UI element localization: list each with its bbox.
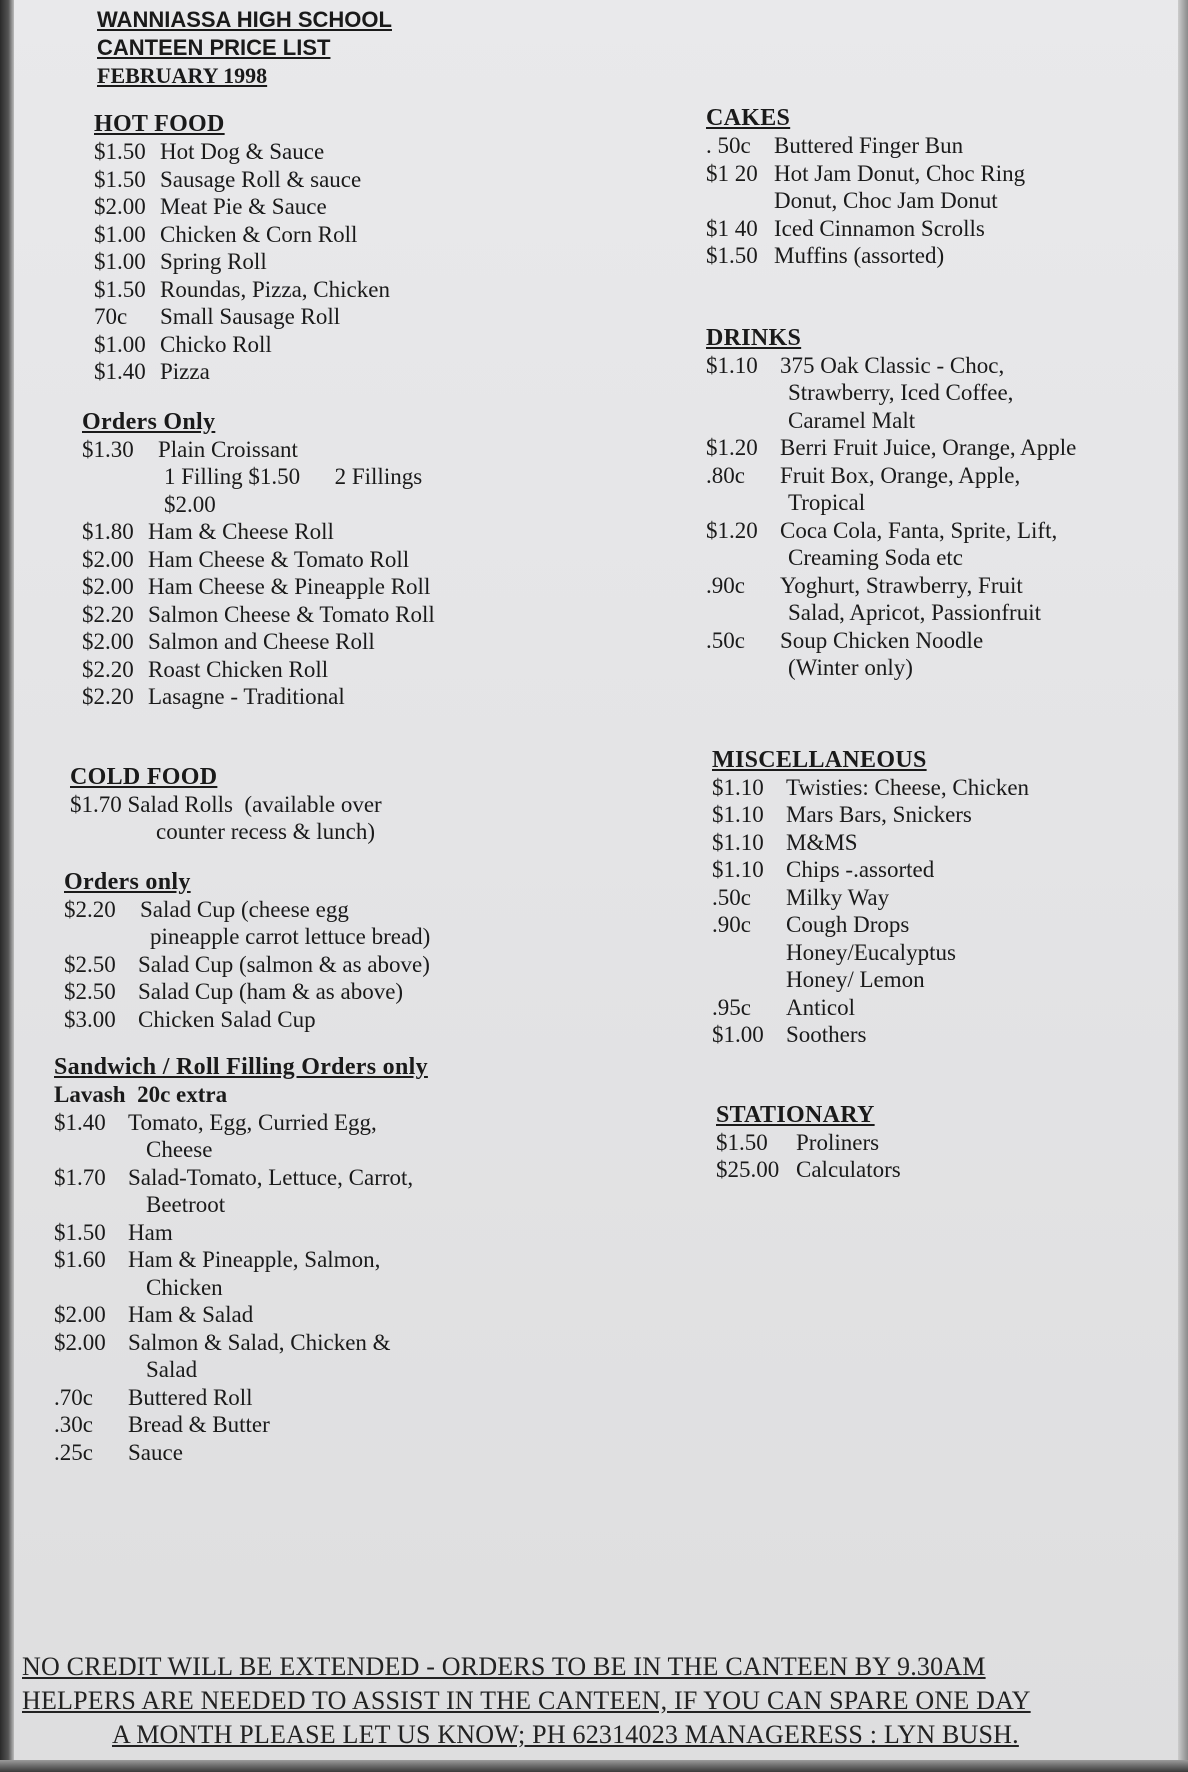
- item-name: Creaming Soda etc: [788, 545, 964, 570]
- item-price: $3.00: [64, 1006, 116, 1032]
- item-price: $2.00: [82, 546, 134, 572]
- item-price: .25c: [54, 1439, 93, 1465]
- menu-item: [706, 434, 1146, 462]
- item-name: Salad Cup (ham & as above): [138, 979, 404, 1004]
- orders-only-hot-section: [44, 408, 544, 711]
- menu-item: [706, 215, 1146, 243]
- menu-item: [82, 573, 544, 601]
- item-name: Ham Cheese & Tomato Roll: [148, 546, 410, 572]
- item-name: Calculators: [796, 1157, 901, 1182]
- footer-line: HELPERS ARE NEEDED TO ASSIST IN THE CANTEEN, IF YOU CAN SPARE ONE DAY: [22, 1686, 1031, 1715]
- menu-item: [712, 884, 1146, 912]
- item-name: Honey/ Lemon: [786, 967, 925, 992]
- lavash-note: Lavash 20c extra: [54, 1082, 228, 1107]
- list-date: FEBRUARY 1998: [97, 63, 268, 88]
- item-name: Mars Bars, Snickers: [786, 802, 972, 827]
- item-price: .30c: [54, 1412, 93, 1437]
- item-continuation: pineapple carrot lettuce bread): [150, 924, 431, 949]
- item-name: Hot Dog & Sauce: [160, 139, 325, 164]
- photo-edge-bottom: [0, 1760, 1188, 1772]
- cold-food-line: $1.70 Salad Rolls (available over: [70, 791, 382, 817]
- menu-item: [54, 1301, 544, 1329]
- item-price: $2.20: [82, 656, 134, 682]
- menu-item: [712, 774, 1146, 802]
- item-price: $2.50: [64, 979, 116, 1004]
- menu-item: [94, 303, 544, 331]
- item-continuation: Salad: [146, 1357, 198, 1382]
- item-price: $1.10: [712, 857, 764, 882]
- menu-item: [64, 896, 544, 924]
- fillings-line: 1 Filling $1.50 2 Fillings: [164, 464, 423, 489]
- menu-item: [54, 1164, 544, 1192]
- right-column: [706, 104, 1146, 1184]
- item-name: Soothers: [786, 1022, 867, 1047]
- item-name: Chicko Roll: [160, 331, 272, 357]
- hot-food-section: [44, 110, 544, 386]
- item-price: $1.10: [706, 352, 758, 378]
- item-name: M&MS: [786, 829, 858, 855]
- item-price: [706, 407, 780, 435]
- item-price: $2.00: [82, 629, 134, 654]
- item-name: Plain Croissant: [158, 436, 298, 462]
- left-column: [44, 110, 544, 1466]
- cakes-section: [706, 104, 1146, 270]
- cold-food-title: COLD FOOD: [70, 763, 218, 790]
- menu-item: [706, 132, 1146, 160]
- menu-item: [54, 1384, 544, 1412]
- item-price: 70c: [94, 304, 128, 329]
- item-price: $1.30: [82, 436, 134, 462]
- orders-only-cold-title: Orders only: [64, 868, 191, 895]
- cakes-title: CAKES: [706, 105, 791, 131]
- item-price: $1.50: [716, 1129, 768, 1155]
- item-name: Honey/Eucalyptus: [786, 939, 956, 965]
- item-price: [712, 966, 786, 994]
- item-name: Coca Cola, Fanta, Sprite, Lift,: [780, 517, 1058, 543]
- item-name: Meat Pie & Sauce: [160, 194, 327, 219]
- fillings-line: $2.00: [164, 491, 216, 517]
- item-name: Twisties: Cheese, Chicken: [786, 774, 1030, 800]
- item-price: $1.40: [54, 1109, 106, 1135]
- item-name: Ham & Pineapple, Salmon,: [128, 1247, 381, 1272]
- menu-item: [712, 966, 1146, 994]
- menu-item: [82, 683, 544, 711]
- sandwich-section: [44, 1053, 544, 1466]
- menu-item: [82, 546, 544, 574]
- item-continuation: Cheese: [146, 1137, 213, 1162]
- stationary-section: [706, 1101, 1146, 1184]
- item-name: Chips -.assorted: [786, 857, 935, 882]
- item-price: $1.20: [706, 435, 758, 460]
- item-name: Anticol: [786, 994, 855, 1020]
- item-price: $1.00: [94, 331, 146, 357]
- item-price: .50c: [712, 884, 751, 910]
- footer-line: NO CREDIT WILL BE EXTENDED - ORDERS TO BE IN THE CANTEEN BY 9.30AM: [22, 1652, 986, 1681]
- item-price: $1 40: [706, 215, 758, 241]
- item-price: $1.50: [54, 1219, 106, 1245]
- orders-only-cold-section: [44, 868, 544, 1034]
- item-price: $2.00: [54, 1302, 106, 1327]
- hot-food-title: HOT FOOD: [94, 111, 225, 137]
- menu-item: [706, 654, 1146, 682]
- menu-item: [54, 1109, 544, 1137]
- menu-item: [706, 572, 1146, 600]
- menu-item: [706, 489, 1146, 517]
- item-name: Ham & Cheese Roll: [148, 519, 334, 544]
- item-price: [706, 654, 780, 682]
- drinks-title: DRINKS: [706, 324, 802, 351]
- menu-item: [54, 1411, 544, 1439]
- item-name: Ham & Salad: [128, 1302, 254, 1327]
- item-name: Proliners: [796, 1129, 880, 1155]
- drinks-section: [706, 324, 1146, 682]
- item-price: $1.70: [54, 1164, 106, 1190]
- menu-item: [706, 160, 1146, 188]
- menu-item: [94, 166, 544, 194]
- item-name: Ham: [128, 1219, 173, 1245]
- item-price: $1.10: [712, 774, 764, 800]
- item-name: Tomato, Egg, Curried Egg,: [128, 1109, 377, 1135]
- item-name: Fruit Box, Orange, Apple,: [780, 462, 1021, 488]
- item-name: (Winter only): [788, 655, 913, 680]
- item-name: Chicken Salad Cup: [138, 1006, 316, 1032]
- item-name: Berri Fruit Juice, Orange, Apple: [780, 435, 1077, 460]
- item-name: Roundas, Pizza, Chicken: [160, 276, 390, 302]
- menu-item: [54, 1329, 544, 1357]
- menu-item: [64, 1006, 544, 1034]
- item-name: Salmon Cheese & Tomato Roll: [148, 601, 435, 627]
- menu-item: [94, 276, 544, 304]
- item-price: .90c: [706, 572, 745, 598]
- item-price: .70c: [54, 1384, 93, 1410]
- menu-item: [82, 656, 544, 684]
- menu-item: [706, 627, 1146, 655]
- item-price: $2.20: [82, 684, 134, 709]
- menu-item: [716, 1156, 1146, 1184]
- item-price: $1.50: [94, 139, 146, 164]
- item-price: $1.00: [94, 249, 146, 274]
- menu-item: [94, 193, 544, 221]
- item-price: $1.10: [712, 829, 764, 855]
- item-name: Buttered Roll: [128, 1384, 253, 1410]
- footer-line: A MONTH PLEASE LET US KNOW; PH 62314023 MANAGERESS : LYN BUSH.: [112, 1720, 1019, 1749]
- item-price: $1.00: [94, 221, 146, 247]
- item-price: $2.20: [64, 896, 116, 922]
- item-name: Roast Chicken Roll: [148, 656, 329, 682]
- item-price: $1.10: [712, 802, 764, 827]
- stationary-title: STATIONARY: [716, 1101, 875, 1128]
- menu-item: [712, 939, 1146, 967]
- cold-food-section: [44, 763, 544, 846]
- item-name: Small Sausage Roll: [160, 304, 341, 329]
- item-name: Hot Jam Donut, Choc Ring: [774, 160, 1026, 186]
- footer-notice: [22, 1650, 1172, 1752]
- photo-edge-left: [0, 0, 14, 1772]
- item-name: Salmon & Salad, Chicken &: [128, 1329, 391, 1355]
- menu-item: [94, 138, 544, 166]
- menu-item: [94, 248, 544, 276]
- item-name: Yoghurt, Strawberry, Fruit: [780, 572, 1023, 598]
- menu-item: [54, 1219, 544, 1247]
- menu-item: [712, 1021, 1146, 1049]
- item-continuation: Beetroot: [146, 1192, 226, 1217]
- item-price: $1.00: [712, 1022, 764, 1047]
- menu-item: [706, 407, 1146, 435]
- item-name: Cough Drops: [786, 912, 910, 937]
- menu-item: [706, 599, 1146, 627]
- menu-item: [54, 1246, 544, 1274]
- item-name: Iced Cinnamon Scrolls: [774, 215, 985, 241]
- item-name: Salad Cup (cheese egg: [140, 896, 349, 922]
- item-price: $1.50: [94, 276, 146, 302]
- menu-item: [706, 242, 1146, 270]
- misc-title: MISCELLANEOUS: [712, 746, 927, 773]
- menu-item: [712, 801, 1146, 829]
- item-price: .90c: [712, 912, 751, 937]
- item-price: $25.00: [716, 1157, 780, 1182]
- item-name: 375 Oak Classic - Choc,: [780, 352, 1005, 378]
- item-name: Tropical: [788, 490, 866, 515]
- item-name: Strawberry, Iced Coffee,: [788, 380, 1014, 405]
- menu-item: [82, 436, 544, 464]
- item-name: Salad Cup (salmon & as above): [138, 951, 430, 977]
- menu-item: [94, 358, 544, 386]
- item-name: Sausage Roll & sauce: [160, 166, 362, 192]
- item-price: $2.00: [54, 1329, 106, 1355]
- item-name: Buttered Finger Bun: [774, 133, 964, 158]
- item-price: .95c: [712, 994, 751, 1020]
- menu-item: [706, 187, 1146, 215]
- item-name: Milky Way: [786, 884, 890, 910]
- menu-item: [706, 352, 1146, 380]
- item-price: [706, 187, 774, 215]
- item-price: $1.50: [94, 166, 146, 192]
- item-name: Pizza: [160, 359, 210, 384]
- item-price: $1.50: [706, 243, 758, 268]
- item-price: .80c: [706, 462, 745, 488]
- school-name: WANNIASSA HIGH SCHOOL: [97, 7, 392, 32]
- misc-section: [706, 746, 1146, 1049]
- item-price: . 50c: [706, 133, 751, 158]
- item-name: Bread & Butter: [128, 1412, 270, 1437]
- menu-item: [94, 331, 544, 359]
- item-price: $1.60: [54, 1247, 106, 1272]
- menu-item: [64, 951, 544, 979]
- menu-item: [54, 1439, 544, 1467]
- item-price: [706, 379, 780, 407]
- sandwich-title: Sandwich / Roll Filling Orders only: [54, 1054, 428, 1080]
- item-name: Sauce: [128, 1439, 183, 1465]
- item-name: Lasagne - Traditional: [148, 684, 345, 709]
- menu-item: [82, 628, 544, 656]
- item-price: $1.80: [82, 519, 134, 544]
- menu-item: [706, 462, 1146, 490]
- item-name: Salmon and Cheese Roll: [148, 629, 375, 654]
- menu-item: [712, 911, 1146, 939]
- menu-item: [64, 978, 544, 1006]
- item-price: $1 20: [706, 160, 758, 186]
- item-name: Salad, Apricot, Passionfruit: [788, 600, 1041, 625]
- item-price: [706, 489, 780, 517]
- item-name: Chicken & Corn Roll: [160, 221, 358, 247]
- item-name: Ham Cheese & Pineapple Roll: [148, 574, 431, 599]
- menu-item: [712, 994, 1146, 1022]
- item-price: [706, 544, 780, 572]
- menu-item: [706, 544, 1146, 572]
- item-price: .50c: [706, 627, 745, 653]
- item-name: Muffins (assorted): [774, 243, 945, 268]
- menu-item: [706, 517, 1146, 545]
- item-name: Salad-Tomato, Lettuce, Carrot,: [128, 1164, 414, 1190]
- item-name: Caramel Malt: [788, 407, 916, 433]
- menu-item: [712, 829, 1146, 857]
- document-header: [97, 6, 392, 90]
- menu-item: [706, 379, 1146, 407]
- orders-only-title: Orders Only: [82, 408, 216, 435]
- cold-food-line: counter recess & lunch): [156, 819, 376, 844]
- item-price: $1.40: [94, 359, 146, 384]
- menu-item: [712, 856, 1146, 884]
- item-price: $2.50: [64, 951, 116, 977]
- item-price: $2.00: [94, 194, 146, 219]
- menu-item: [94, 221, 544, 249]
- item-continuation: Chicken: [146, 1274, 223, 1300]
- item-price: $1.20: [706, 517, 758, 543]
- item-price: [712, 939, 786, 967]
- item-name: Soup Chicken Noodle: [780, 627, 984, 653]
- list-title: CANTEEN PRICE LIST: [97, 35, 331, 60]
- item-price: $2.20: [82, 601, 134, 627]
- item-name: Spring Roll: [160, 249, 267, 274]
- item-name: Donut, Choc Jam Donut: [774, 188, 998, 213]
- menu-item: [716, 1129, 1146, 1157]
- menu-item: [82, 518, 544, 546]
- photo-edge-right: [1178, 0, 1188, 1772]
- item-price: [706, 599, 780, 627]
- item-price: $2.00: [82, 574, 134, 599]
- menu-item: [82, 601, 544, 629]
